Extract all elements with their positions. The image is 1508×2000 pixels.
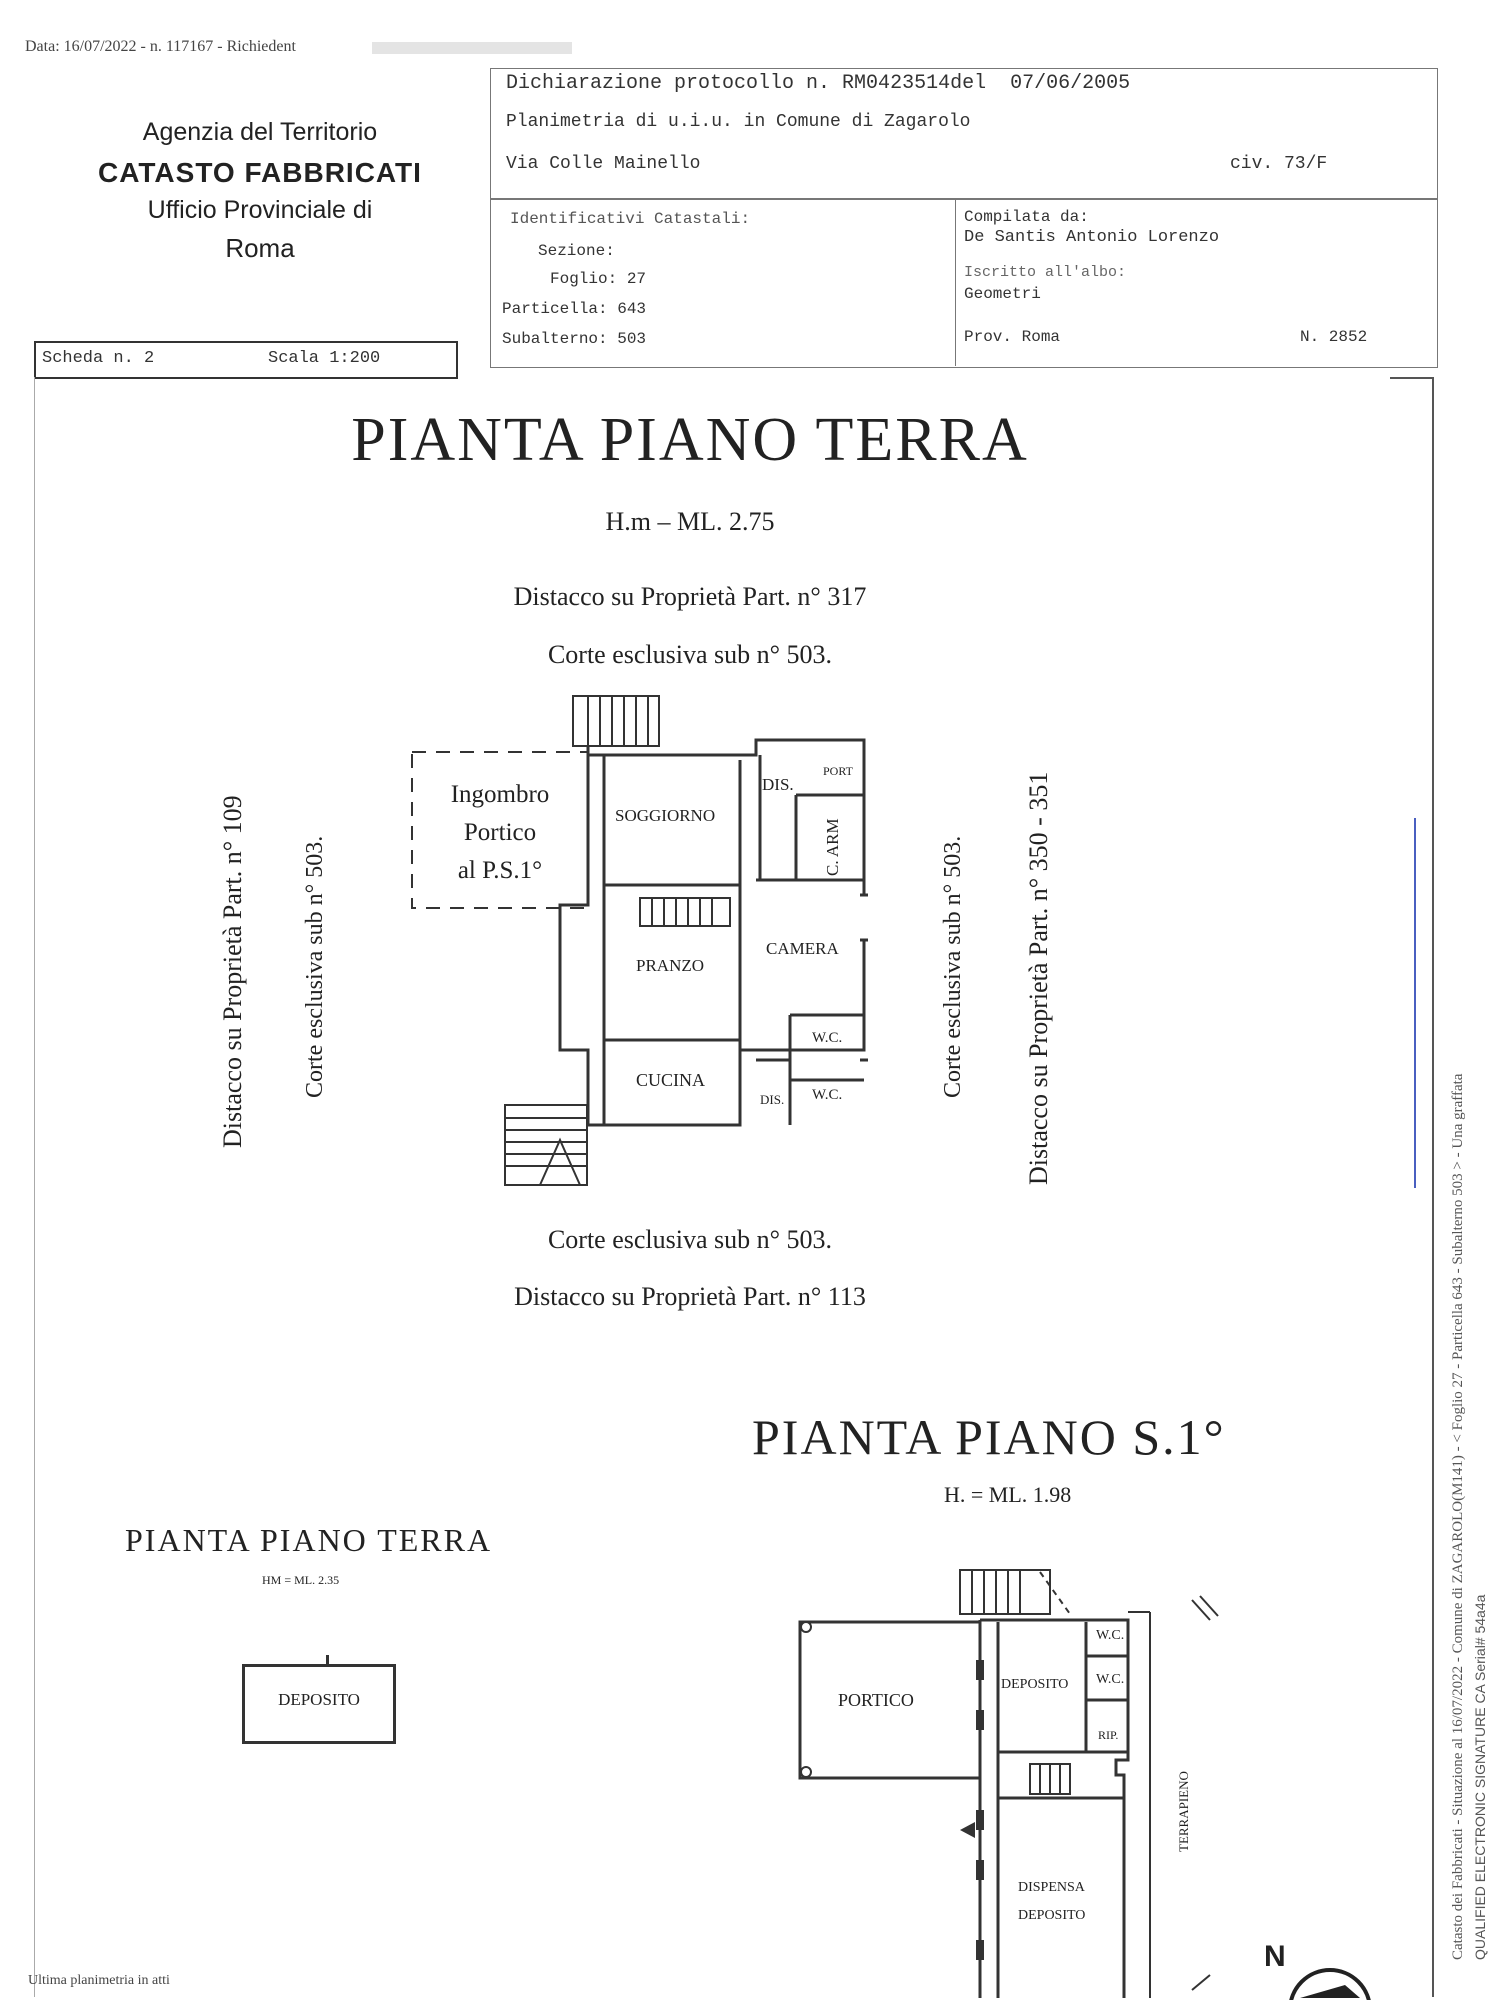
right-outer-note: Distacco su Proprietà Part. n° 350 - 351 xyxy=(1024,771,1053,1185)
room-wc-2: W.C. xyxy=(812,1087,843,1103)
request-line: Data: 16/07/2022 - n. 117167 - Richiedent xyxy=(25,38,296,55)
side-signature: QUALIFIED ELECTRONIC SIGNATURE CA Serial# 54a4a xyxy=(1472,1594,1488,1960)
foglio-field: Foglio: 27 xyxy=(550,270,647,288)
small-plan-height: HM = ML. 2.35 xyxy=(262,1573,340,1587)
register-number: N. 2852 xyxy=(1300,328,1368,346)
declaration-number: Dichiarazione protocollo n. RM0423514del 07/06/2005 xyxy=(506,72,1131,95)
side-stamp: Catasto dei Fabbricati - Situazione al 16/07/2022 - Comune di ZAGAROLO(M141) - < Foglio 27 - Particella 643 - Subalterno 503 > - Una graffata xyxy=(1450,1073,1466,1960)
small-plan-title: PIANTA PIANO TERRA xyxy=(125,1522,493,1558)
sezione-field: Sezione: xyxy=(538,242,615,260)
north-label: N xyxy=(1264,1940,1286,1973)
lower-floor-title: PIANTA PIANO S.1° xyxy=(752,1409,1226,1465)
registered-label: Iscritto all'albo: xyxy=(964,264,1127,281)
ingombro-line-1: Ingombro xyxy=(450,781,550,808)
terrapieno-label: TERRAPIENO xyxy=(1176,1771,1191,1852)
ground-floor-title: PIANTA PIANO TERRA xyxy=(351,406,1029,474)
note-bottom-court: Corte esclusiva sub n° 503. xyxy=(547,1225,833,1254)
note-top-property: Distacco su Proprietà Part. n° 317 xyxy=(513,582,867,611)
room-deposito-dispensa: DEPOSITO xyxy=(1018,1908,1086,1923)
right-inner-note: Corte esclusiva sub n° 503. xyxy=(940,835,966,1098)
room-wc-1: W.C. xyxy=(812,1030,843,1046)
plan-municipality: Planimetria di u.i.u. in Comune di Zagarolo xyxy=(506,112,971,132)
room-wc-s1-1: W.C. xyxy=(1096,1628,1125,1643)
room-port: PORT xyxy=(823,764,853,778)
note-bottom-property: Distacco su Proprietà Part. n° 113 xyxy=(514,1282,866,1311)
particella-field: Particella: 643 xyxy=(502,300,647,318)
compiler-name: De Santis Antonio Lorenzo xyxy=(964,228,1220,247)
room-camera: CAMERA xyxy=(766,939,839,958)
left-outer-note: Distacco su Proprietà Part. n° 109 xyxy=(218,795,247,1148)
room-deposito-s1: DEPOSITO xyxy=(1001,1677,1069,1692)
room-dis-1: DIS. xyxy=(762,775,794,794)
room-soggiorno: SOGGIORNO xyxy=(615,806,716,825)
small-plan-room: DEPOSITO xyxy=(278,1690,360,1709)
room-wc-s1-2: W.C. xyxy=(1096,1672,1125,1687)
agency-catasto: CATASTO FABBRICATI xyxy=(98,157,422,188)
ingombro-line-3: al P.S.1° xyxy=(457,857,543,884)
profession-field: Geometri xyxy=(964,285,1041,303)
agency-name: Agenzia del Territorio xyxy=(142,118,378,146)
street-address: Via Colle Mainello xyxy=(506,154,701,174)
room-cucina: CUCINA xyxy=(636,1070,706,1090)
compiled-heading: Compilata da: xyxy=(964,208,1089,226)
province-field: Prov. Roma xyxy=(964,328,1061,346)
subalterno-field: Subalterno: 503 xyxy=(502,330,647,348)
lower-floor-height: H. = ML. 1.98 xyxy=(944,1482,1072,1507)
scheda-number: Scheda n. 2 xyxy=(42,349,155,368)
agency-city: Roma xyxy=(225,233,295,263)
identifiers-heading: Identificativi Catastali: xyxy=(510,210,751,228)
room-dis-2: DIS. xyxy=(760,1092,785,1107)
scale-label: Scala 1:200 xyxy=(268,349,381,368)
civic-number: civ. 73/F xyxy=(1230,154,1328,174)
last-plan-note: Ultima planimetria in atti xyxy=(28,1973,170,1988)
room-carm: C. ARM xyxy=(823,818,842,876)
agency-office: Ufficio Provinciale di xyxy=(147,196,373,224)
room-rip: RIP. xyxy=(1098,1728,1119,1742)
ingombro-line-2: Portico xyxy=(463,819,537,846)
signature-bar xyxy=(1414,818,1416,1188)
room-pranzo: PRANZO xyxy=(636,956,705,975)
ground-floor-height: H.m – ML. 2.75 xyxy=(605,507,775,536)
left-inner-note: Corte esclusiva sub n° 503. xyxy=(302,835,328,1098)
room-dispensa: DISPENSA xyxy=(1018,1880,1085,1895)
note-top-court: Corte esclusiva sub n° 503. xyxy=(547,640,833,669)
room-portico: PORTICO xyxy=(838,1690,914,1710)
small-plan-door xyxy=(326,1655,329,1667)
